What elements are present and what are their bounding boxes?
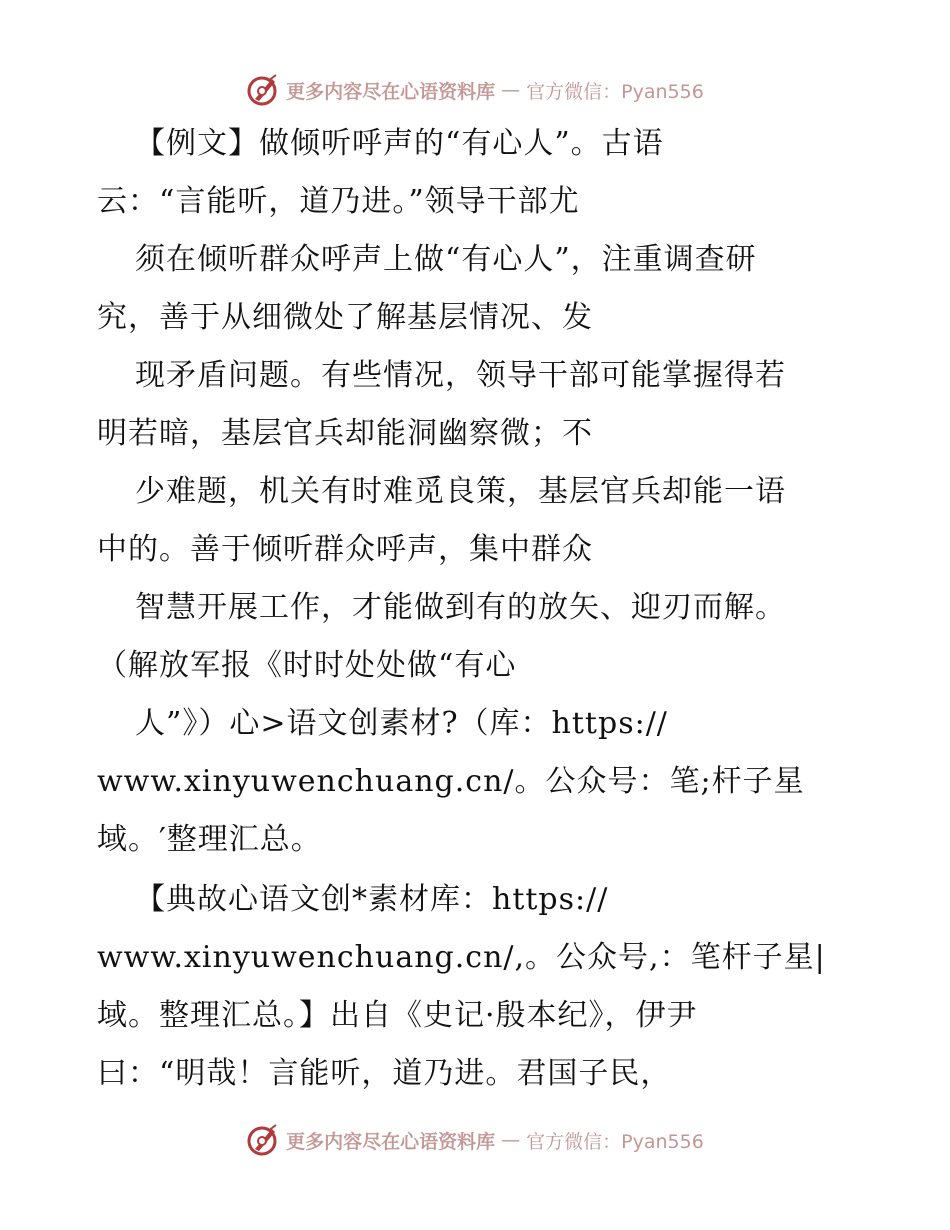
body-line: 现矛盾问题。有些情况，领导干部可能掌握得若 [135,358,786,393]
body-line: www.xinyuwenchuang.cn/,。公众号,：笔杆子星| [97,940,826,975]
footer-banner-separator: — [501,1129,521,1151]
body-line: 域。′整理汇总。 [97,822,322,857]
body-line: 云：“言能听，道乃进。”领导干部尤 [97,184,580,219]
body-line: 少难题，机关有时难觅良策，基层官兵却能一语 [135,474,786,509]
header-banner-text: 更多内容尽在心语资料库 [286,80,496,103]
body-line: 【典故心语文创*素材库：https:// [135,882,609,917]
body-line: 域。整理汇总。】出自《史记·殷本纪》，伊尹 [97,998,698,1033]
body-line: 人”》）心>语文创素材?（库：https:// [135,706,668,741]
header-watermark-banner [0,70,950,110]
quill-pen-circle-icon [246,1123,280,1157]
body-line: 究，善于从细微处了解基层情况、发 [97,300,593,335]
footer-watermark-banner [0,1120,950,1160]
body-line: 【例文】做倾听呼声的“有心人”。古语 [135,126,664,161]
footer-banner-wechat: 官方微信：Pyan556 [526,1130,704,1153]
quill-pen-circle-icon [246,73,280,107]
body-line: 须在倾听群众呼声上做“有心人”，注重调查研 [135,242,757,277]
header-banner-wechat: 官方微信：Pyan556 [526,80,704,103]
body-line: www.xinyuwenchuang.cn/。公众号：笔;杆子星 [97,764,805,799]
footer-banner-text: 更多内容尽在心语资料库 [286,1130,496,1153]
footer-banner-content [246,1123,704,1157]
body-line: 明若暗，基层官兵却能洞幽察微；不 [97,416,593,451]
header-banner-content [246,73,704,107]
body-line: 智慧开展工作，才能做到有的放矢、迎刃而解。 [135,590,786,625]
body-line: 曰：“明哉！言能听，道乃进。君国子民， [97,1056,672,1091]
body-line: （解放军报《时时处处做“有心 [97,648,517,683]
body-line: 中的。善于倾听群众呼声，集中群众 [97,532,593,567]
header-banner-separator: — [501,79,521,101]
